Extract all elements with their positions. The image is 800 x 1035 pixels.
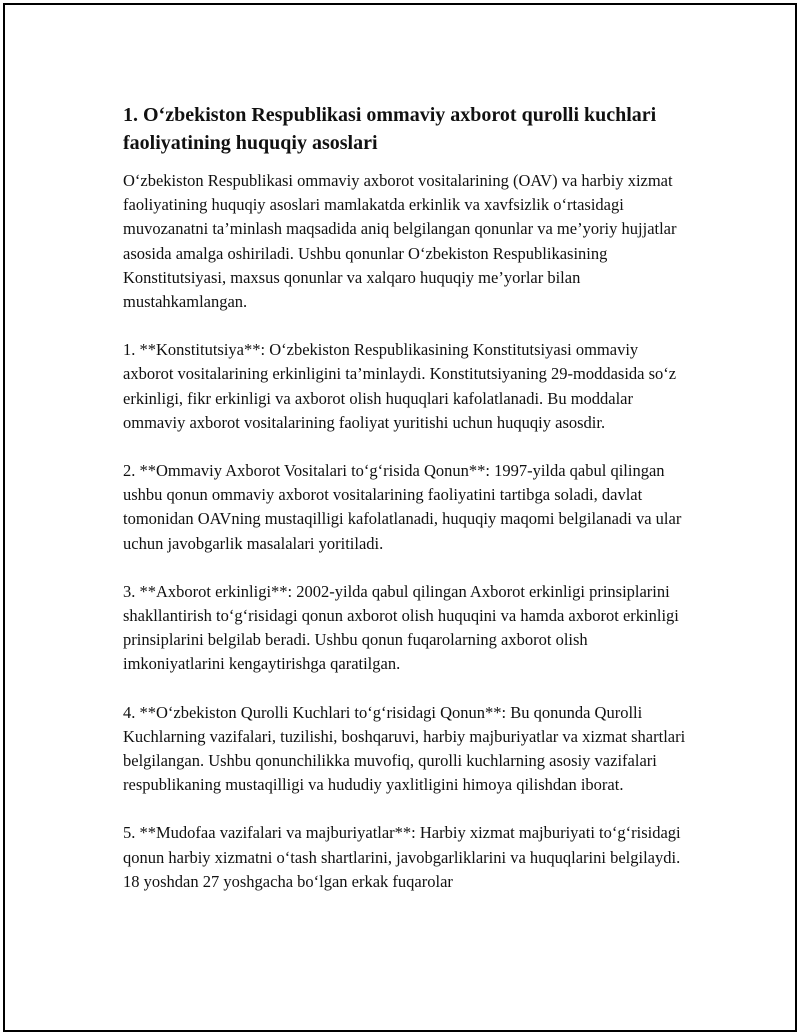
paragraph-mass-media-law: 2. **Ommaviy Axborot Vositalari to‘g‘risida Qonun**: 1997-yilda qabul qilingan ushbu qonun ommaviy axborot vositalarining faoliyatini tartibga soladi, davlat tomonidan OAVning mustaqilligi kafolatlanadi, huquqiy maqomi belgilanadi va ular uchun javobgarlik masalalari yoritiladi. (123, 461, 682, 553)
paragraph-information-freedom: 3. **Axborot erkinligi**: 2002-yilda qabul qilingan Axborot erkinligi prinsiplarini shakllantirish to‘g‘risidagi qonun axborot olish huquqini va hamda axborot erkinligi prinsiplarini belgilab beradi. Ushbu qonun fuqarolarning axborot olish imkoniyatlarini kengaytirishga qaratilgan. (123, 581, 679, 674)
document-body (123, 101, 688, 918)
intro-paragraph: O‘zbekiston Respublikasi ommaviy axborot vositalarining (OAV) va harbiy xizmat faoliyatining huquqiy asoslari mamlakatda erkinlik va xavfsizlik o‘rtasidagi muvozanatni ta’minlash maqsadida aniq belgilangan qonunlar va me’yoriy hujjatlar asosida amalga oshiriladi. Ushbu qonunlar O‘zbekiston Respublikasining Konstitutsiyasi, maxsus qonunlar va xalqaro huquqiy me’yorlar bilan mustahkamlangan. (123, 171, 677, 312)
paragraph-constitution: 1. **Konstitutsiya**: O‘zbekiston Respublikasining Konstitutsiyasi ommaviy axborot vositalarining erkinligini ta’minlaydi. Konstitutsiyaning 29-moddasida so‘z erkinligi, fikr erkinligi va axborot olish huquqlari kafolatlanadi. Bu moddalar ommaviy axborot vositalarining faoliyat yuritishi uchun huquqiy asosdir. (123, 340, 677, 432)
page-frame (3, 3, 797, 1032)
paragraph-armed-forces-law: 4. **O‘zbekiston Qurolli Kuchlari to‘g‘risidagi Qonun**: Bu qonunda Qurolli Kuchlarning vazifalari, tuzilishi, boshqaruvi, harbiy majburiyatlar va xizmat shartlari belgilangan. Ushbu qonunchilikka muvofiq, qurolli kuchlarning asosiy vazifalari respublikaning mustaqilligi va hududiy yaxlitligini himoya qilishdan iborat. (123, 702, 686, 795)
document-title: 1. O‘zbekiston Respublikasi ommaviy axborot qurolli kuchlari faoliyatining huquqiy asoslari (123, 104, 657, 154)
paragraph-defense-duties: 5. **Mudofaa vazifalari va majburiyatlar**: Harbiy xizmat majburiyati to‘g‘risidagi qonun harbiy xizmatni o‘tash shartlarini, javobgarliklarini va huquqlarini belgilaydi. 18 yoshdan 27 yoshgacha bo‘lgan erkak fuqarolar (123, 823, 681, 891)
